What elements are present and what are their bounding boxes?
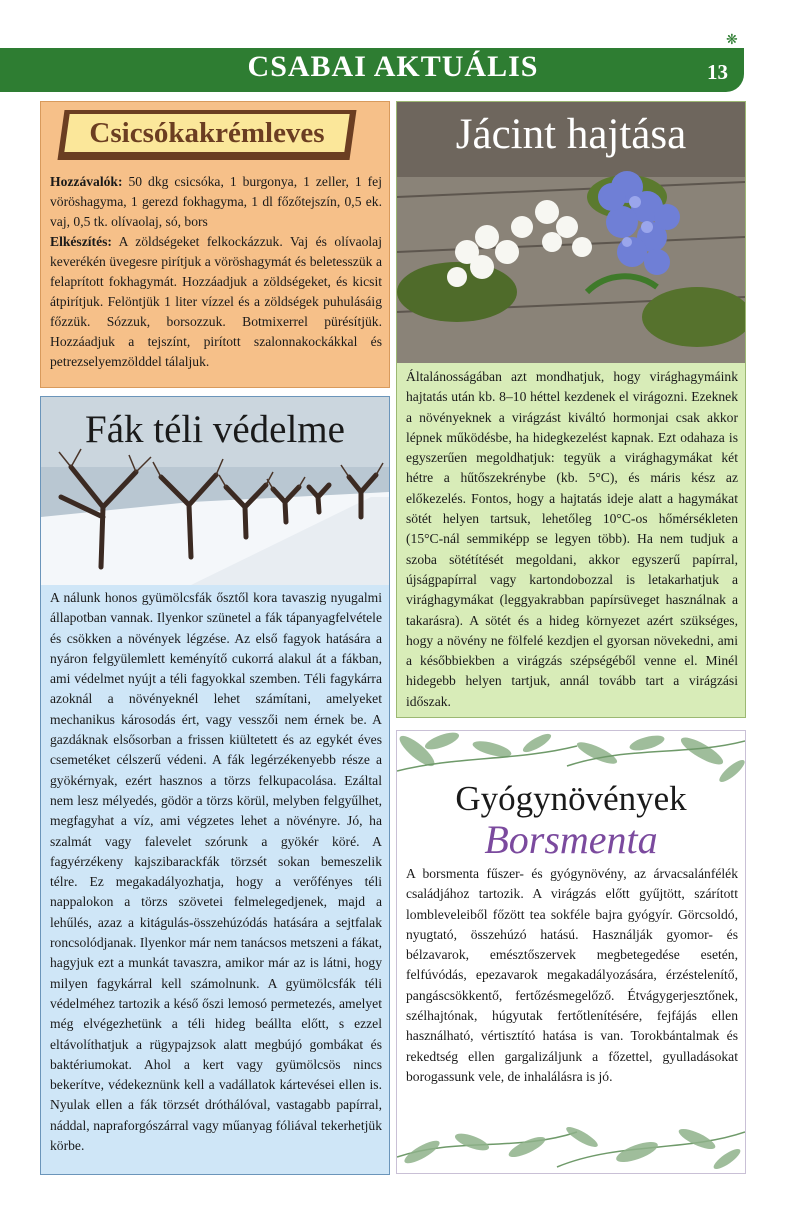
preparation-label: Elkészítés:: [50, 234, 112, 249]
herbs-title: Gyógynövények: [455, 779, 687, 818]
ingredients-text: 50 dkg csicsóka, 1 burgonya, 1 zeller, 1 fej vöröshagyma, 1 gerezd fokhagyma, 1 dl főzőtejszín, 0,5 ek. vaj, 0,5 tk. olívaolaj, só, bors: [50, 174, 382, 229]
page-number: 13: [707, 60, 728, 84]
trees-body: A nálunk honos gyümölcsfák ősztől kora tavaszig nyugalmi állapotban vannak. Ilyenkor szünetel a fák tápanyagfelvétele és csökken a növények légzése. Az első fagyok hatására a nyáron felgyülemlett keményítő cukorrá alakul át a fákban, ami védelmet nyújt a téli fagyokkal szemben. Téli fagykárra azoknál a növényeknél lehet számítani, amelyeket mechanikus károsodás ért, vagy vesszői nem érnek be. A gazdáknak elsősorban a frissen kiültetett és az egykét éves csemetéket célszerű védeni. A fák legérzékenyebb része a gyökérnyak, ezért hasznos a törzs felkupacolása. Ezáltal nem lesz mélyedés, gödör a törzs körül, melyben felgyűlhet, megfagyhat a víz, ami végzetes lehet a növényre. Jó, ha szalmát vagy falevelet szórunk a gyökér köré. A fagyérzékeny kajszibarackfák törzsét sokan bemeszelik télre. Ez megakadályozhatja, hogy a verőfényes téli nappalokon a törzs szövetei felmelegedjenek, majd a lehűlés, azaz a kitágulás-összehúzódás hatására a sejtfalak roncsolódjanak. Ilyenkor már nem tanácsos metszeni a fákat, hagyjuk ezt a munkát tavaszra, amikor már az is látni, hogy milyen fagykárral kell számolnunk. A gyümölcsfák téli védelméhez tartozik a késő őszi lemosó permetezés, amelyet még elvégezhetünk a téli hideg beállta előtt, s ezzel eltávolíthatjuk a rügypajzsok alatt megbújó gombákat és baktériumokat. Ahol a kert vagy gyümölcsös nincs bekerítve, védekeznünk kell a vadállatok kártevései ellen is. Nyulak ellen a fák törzsét dróthálóval, vastagabb papírral, náddal, napraforgószárral vagy műanyag fóliával tekerhetjük körbe.: [50, 590, 382, 1154]
ingredients-label: Hozzávalók:: [50, 174, 123, 189]
recipe-box: [40, 101, 390, 388]
herbs-article: [396, 730, 746, 1174]
hyacinth-body: Általánosságában azt mondhatjuk, hogy virághagymáink hajtatás után kb. 8–10 héttel kezdenek el virágozni. Ezeknek a növényeknek a virágzást kiváltó hormonjai csak akkor lépnek működésbe, ha hidegkezelést kapnak. Ezt odahaza is egyszerűen megoldhatjuk: tegyük a virághagymákat két hétre a hűtőszekrénybe (kb. 5°C), és máris kész az előkezelés. Fontos, hogy a hajtatás ideje alatt a hagymákat sötét helyen tartsuk, lehetőleg 10°C-os hőmérsékleten (15°C-nál semmiképp se legyen több). Ha nem tudjuk a szoba sötétítését megoldani, akkor egyszerű papírral, újságpapírral vagy kartondobozzal is letakarhatjuk a virághagymákat (leggyakrabban papírsüveget használnak a takarásra). A sötét és a hideg környezet azért szükséges, hogy a növény ne fölfelé kezdjen el gyorsan növekedni, ami a későbbiekben a virágzás szépségéből venne el. Minél hidegebb helyen tartjuk, annál tovább tart a virágzási időszak.: [406, 369, 738, 709]
hyacinth-article: [396, 101, 746, 718]
swirl-icon: ❋: [726, 33, 738, 48]
trees-title: Fák téli védelme: [85, 408, 345, 451]
hyacinth-title: Jácint hajtása: [455, 111, 687, 158]
leaf-border-bottom: [397, 1097, 745, 1173]
recipe-body: [50, 172, 382, 372]
herbs-body: A borsmenta fűszer- és gyógynövény, az árvacsalánfélék családjához tartozik. A virágzás előtt gyűjtött, szárított lombleveleiből főzött tea sokféle bajra gyógyír. Görcsoldó, nyugtató, összehúzó hatású. Használják gyomor- és bélzavarok, emésztőszervek megbetegedése esetén, felfúvódás, epezavarok megakadályozására, érzéstelenítő, pangáscsökkentő, fertőzésmegelőző. Étvágygerjesztőnek, szélhajtónak, húgyutak fertőtlenítésére, fejfájás ellen használható, vértisztító hatása is van. Torokbántalmak és rekedtség ellen gargalizáljunk a főzettel, gyulladásokat borogassunk vele, de inhalálásra is jó.: [406, 866, 738, 1084]
masthead-title: CSABAI AKTUÁLIS: [247, 50, 539, 83]
trees-article: [40, 396, 390, 1175]
preparation-text: A zöldségeket felkockázzuk. Vaj és olívaolaj keverékén üvegesre pirítjuk a vöröshagymát és beletesszük a felaprított fokhagymát. Hozzáadjuk a zöldségeket, és kicsit átpirítjuk. Felöntjük 1 liter vízzel és a zöldségek puhulásáig főzzük. Sózzuk, borsozzuk. Botmixerrel pürésítjük. Hozzáadjuk a tejszínt, pirított szalonnakockákkal és petrezselyemzölddel tálaljuk.: [50, 234, 382, 369]
recipe-title: Csicsókakrémleves: [89, 117, 325, 149]
herbs-subtitle: Borsmenta: [484, 817, 658, 862]
